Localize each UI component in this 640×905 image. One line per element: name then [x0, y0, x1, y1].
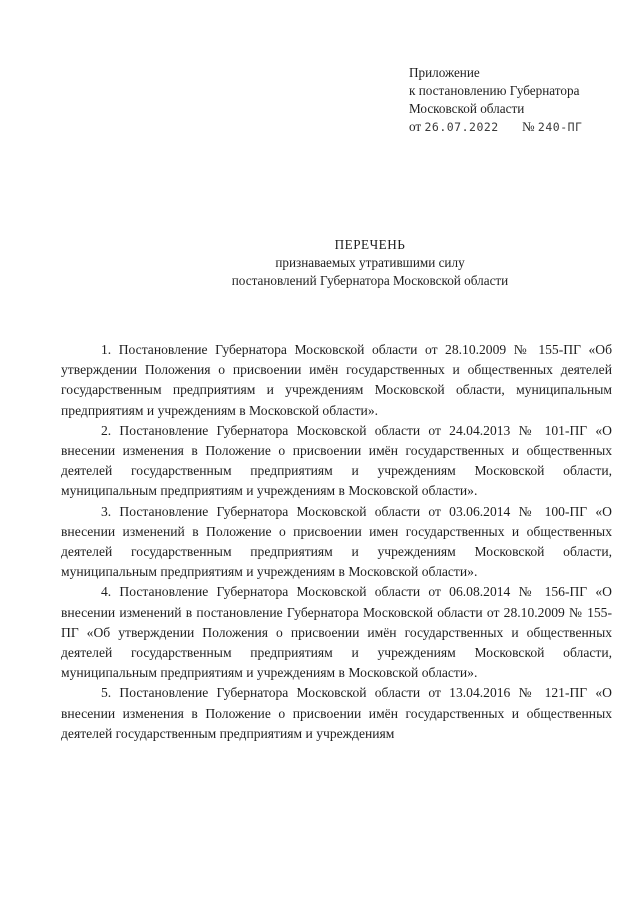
document-body: [61, 340, 612, 744]
appendix-label: Приложение: [409, 65, 480, 80]
document-subtitle-line-2: постановлений Губернатора Московской области: [231, 273, 509, 288]
document-subtitle-line-1: признаваемых утратившими силу: [275, 255, 465, 270]
appendix-date-line: [409, 118, 582, 136]
appendix-region: Московской области: [409, 101, 525, 116]
list-item: 5. Постановление Губернатора Московской области от 13.04.2016 № 121-ПГ «О внесении изменения в Положение о присвоении имён государственных и общественных деятелей государственным предприятиям и учреждениям: [61, 685, 612, 741]
document-number: 240-ПГ: [537, 120, 583, 134]
list-item: 2. Постановление Губернатора Московской области от 24.04.2013 № 101-ПГ «О внесении изменения в Положение о присвоении имён государственных и общественных деятелей государственным предприятиям и учреждениям Московской области, муниципальным предприятиям и учреждениям в Московской области».: [61, 422, 612, 499]
list-item: 3. Постановление Губернатора Московской области от 03.06.2014 № 100-ПГ «О внесении изменений в Положение о присвоении имен государственных и общественных деятелей государственным предприятиям и учреждениям Московской области, муниципальным предприятиям и учреждениям в Московской области».: [61, 503, 612, 580]
document-heading: ПЕРЕЧЕНЬ: [334, 237, 406, 252]
number-sign: №: [522, 119, 535, 134]
title-block: [60, 236, 640, 290]
list-item: 1. Постановление Губернатора Московской области от 28.10.2009 № 155-ПГ «Об утверждении Положения о присвоении имён государственных и общественных деятелей государственным предприятиям и учреждениям Московской области, муниципальным предприятиям и учреждениям в Московской области».: [61, 342, 612, 418]
list-item: 4. Постановление Губернатора Московской области от 06.08.2014 № 156-ПГ «О внесении изменений в постановление Губернатора Московской области от 28.10.2009 № 155-ПГ «Об утверждении Положения о присвоении имён государственных и общественных деятелей государственным предприятиям и учреждениям Московской области, муниципальным предприятиям и учреждениям в Московской области».: [61, 584, 612, 681]
appendix-header: [409, 64, 582, 136]
date-prefix: от: [409, 119, 422, 134]
document-date: 26.07.2022: [424, 120, 499, 134]
appendix-reference: к постановлению Губернатора: [409, 83, 580, 98]
